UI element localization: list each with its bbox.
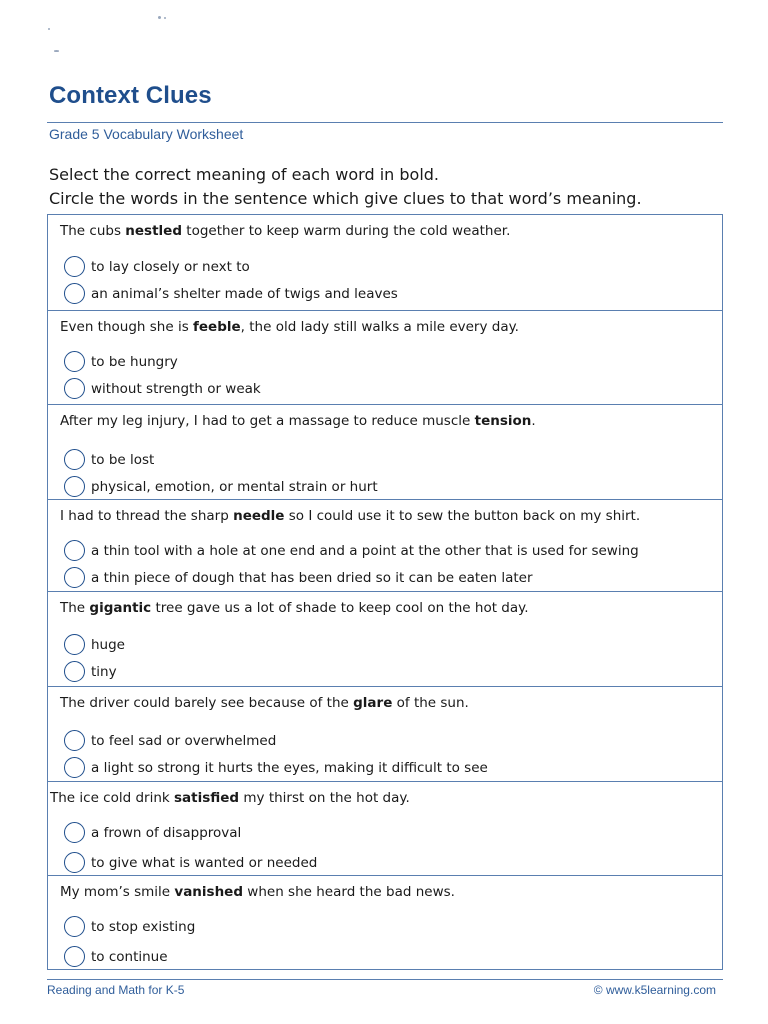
question-sentence: I had to thread the sharp needle so I could use it to sew the button back on my shirt. <box>60 508 641 524</box>
answer-option[interactable]: a thin piece of dough that has been dried so it can be eaten later <box>64 567 533 588</box>
answer-option[interactable]: a frown of disapproval <box>64 822 241 843</box>
question-sentence: The driver could barely see because of the glare of the sun. <box>60 695 469 711</box>
answer-option[interactable]: tiny <box>64 661 117 682</box>
answer-option[interactable]: to feel sad or overwhelmed <box>64 730 276 751</box>
radio-circle-icon[interactable] <box>64 283 85 304</box>
question-sentence: The gigantic tree gave us a lot of shade to keep cool on the hot day. <box>60 600 529 616</box>
radio-circle-icon[interactable] <box>64 540 85 561</box>
question-sentence: My mom’s smile vanished when she heard the bad news. <box>60 884 455 900</box>
question-8 <box>48 875 722 969</box>
answer-option[interactable]: a light so strong it hurts the eyes, making it difficult to see <box>64 757 488 778</box>
vocab-word: feeble <box>193 319 241 335</box>
question-sentence: After my leg injury, I had to get a massage to reduce muscle tension. <box>60 413 536 429</box>
question-7 <box>48 781 722 875</box>
radio-circle-icon[interactable] <box>64 946 85 967</box>
logo-remnant <box>40 10 240 60</box>
title-divider <box>47 122 723 123</box>
question-sentence: The cubs nestled together to keep warm during the cold weather. <box>60 223 511 239</box>
answer-option[interactable]: huge <box>64 634 125 655</box>
radio-circle-icon[interactable] <box>64 916 85 937</box>
footer-tagline: Reading and Math for K-5 <box>47 983 185 997</box>
answer-option[interactable]: to stop existing <box>64 916 195 937</box>
vocab-word: tension <box>474 413 532 429</box>
radio-circle-icon[interactable] <box>64 822 85 843</box>
radio-circle-icon[interactable] <box>64 256 85 277</box>
answer-option[interactable]: a thin tool with a hole at one end and a point at the other that is used for sewing <box>64 540 639 561</box>
question-5 <box>48 591 722 686</box>
radio-circle-icon[interactable] <box>64 476 85 497</box>
radio-circle-icon[interactable] <box>64 730 85 751</box>
answer-option[interactable]: an animal’s shelter made of twigs and leaves <box>64 283 398 304</box>
answer-option[interactable]: to be hungry <box>64 351 178 372</box>
instruction-line-1: Select the correct meaning of each word in bold. <box>49 165 439 184</box>
vocab-word: gigantic <box>89 600 152 616</box>
question-sentence: Even though she is feeble, the old lady still walks a mile every day. <box>60 319 519 335</box>
question-1 <box>48 215 722 310</box>
question-4 <box>48 499 722 591</box>
answer-option[interactable]: without strength or weak <box>64 378 261 399</box>
radio-circle-icon[interactable] <box>64 351 85 372</box>
question-6 <box>48 686 722 781</box>
instructions <box>49 163 749 211</box>
page-title: Context Clues <box>49 82 212 109</box>
radio-circle-icon[interactable] <box>64 852 85 873</box>
answer-option[interactable]: to continue <box>64 946 168 967</box>
instruction-line-2: Circle the words in the sentence which give clues to that word’s meaning. <box>49 189 642 208</box>
answer-option[interactable]: physical, emotion, or mental strain or hurt <box>64 476 378 497</box>
question-sentence: The ice cold drink satisfied my thirst on the hot day. <box>50 790 410 806</box>
vocab-word: satisfied <box>174 790 240 806</box>
answer-option[interactable]: to lay closely or next to <box>64 256 250 277</box>
question-3 <box>48 404 722 499</box>
vocab-word: vanished <box>174 884 244 900</box>
answer-option[interactable]: to be lost <box>64 449 154 470</box>
radio-circle-icon[interactable] <box>64 378 85 399</box>
vocab-word: glare <box>353 695 393 711</box>
radio-circle-icon[interactable] <box>64 449 85 470</box>
radio-circle-icon[interactable] <box>64 634 85 655</box>
radio-circle-icon[interactable] <box>64 567 85 588</box>
answer-option[interactable]: to give what is wanted or needed <box>64 852 317 873</box>
radio-circle-icon[interactable] <box>64 757 85 778</box>
question-2 <box>48 310 722 404</box>
radio-circle-icon[interactable] <box>64 661 85 682</box>
vocab-word: nestled <box>125 223 182 239</box>
vocab-word: needle <box>233 508 285 524</box>
page-subtitle: Grade 5 Vocabulary Worksheet <box>49 126 244 142</box>
footer-divider <box>47 979 723 980</box>
question-list <box>47 214 723 970</box>
footer-website-link[interactable]: © www.k5learning.com <box>593 983 716 997</box>
